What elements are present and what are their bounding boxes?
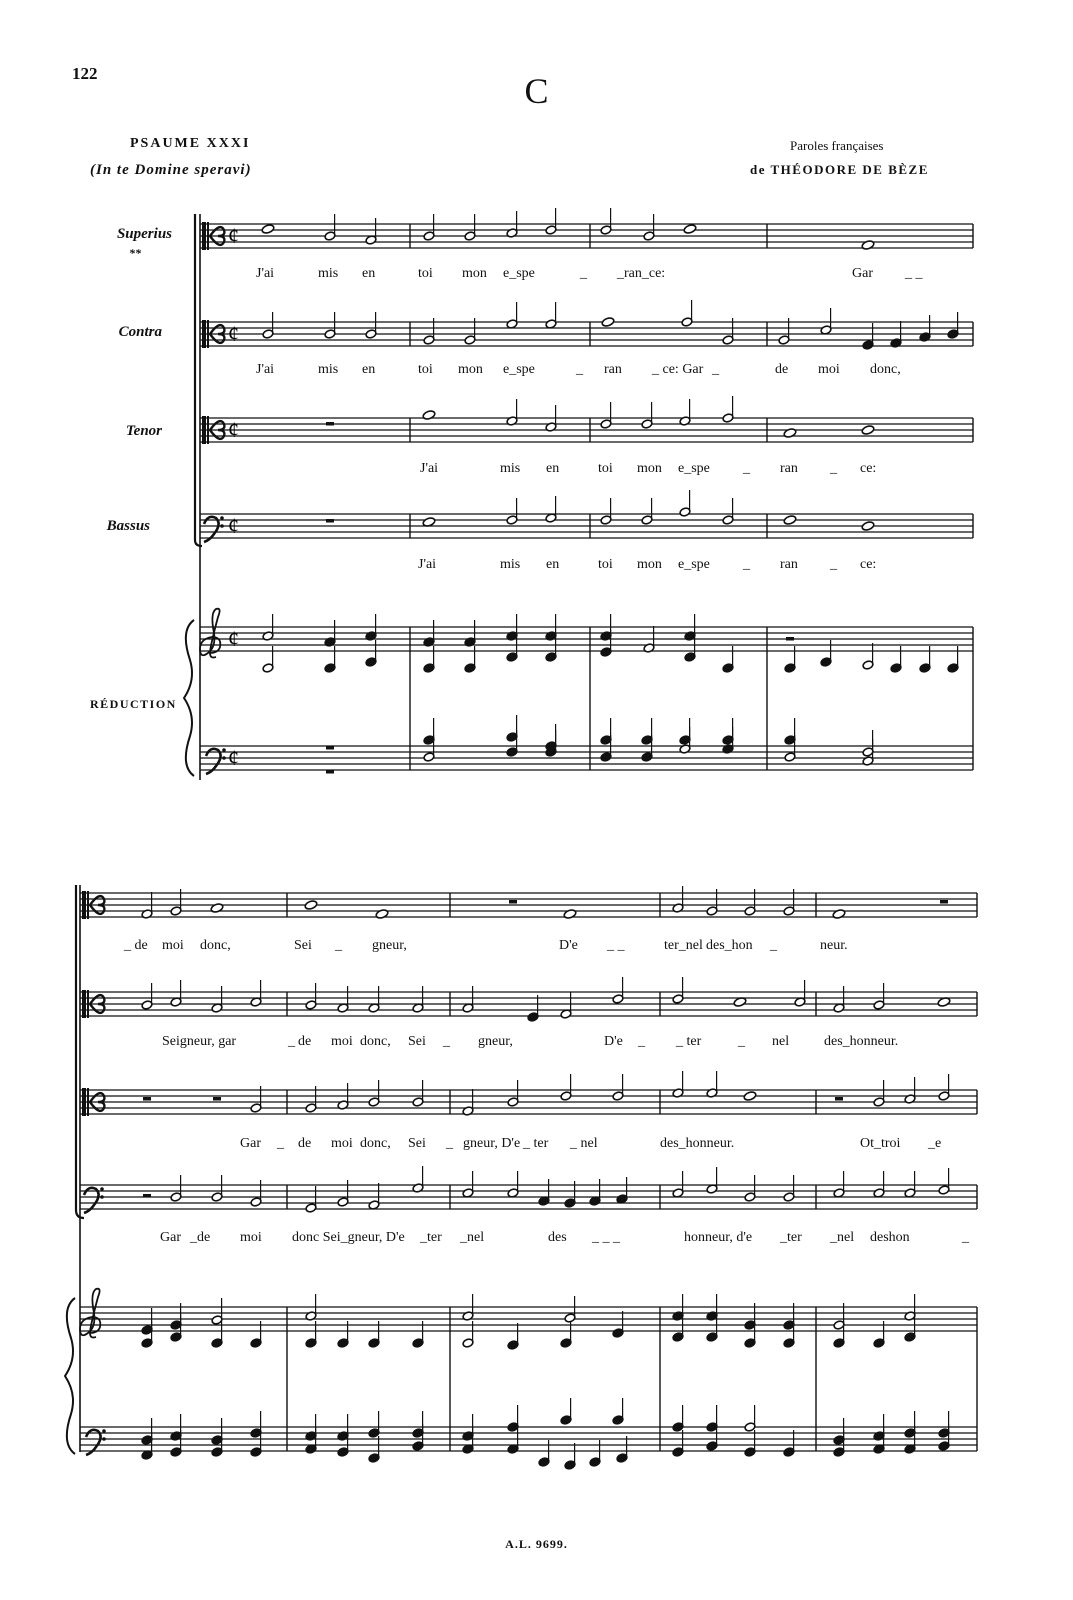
lyric-syllable: moi bbox=[818, 362, 840, 377]
lyric-syllable: en bbox=[546, 557, 560, 572]
lyric-syllable: toi bbox=[598, 557, 613, 572]
lyric-syllable: Ot_troi bbox=[860, 1136, 901, 1151]
rest bbox=[326, 519, 334, 523]
note-head bbox=[783, 428, 797, 439]
lyric-syllable: moi bbox=[331, 1034, 353, 1049]
lyric-syllable: e_spe bbox=[503, 266, 535, 281]
time-signature: ¢ bbox=[228, 223, 239, 248]
lyric-syllable: _ter bbox=[780, 1230, 802, 1245]
lyric-syllable: _ bbox=[335, 938, 342, 953]
lyric-syllable: _ _ bbox=[607, 938, 625, 953]
note-head bbox=[210, 903, 224, 914]
f-clef bbox=[102, 1429, 106, 1433]
lyric-syllable: _ bbox=[712, 362, 719, 377]
lyric-syllable: donc, bbox=[200, 938, 231, 953]
c-clef bbox=[87, 1088, 89, 1116]
c-clef bbox=[207, 416, 209, 444]
rest bbox=[835, 1097, 843, 1101]
rest bbox=[326, 422, 334, 426]
voice-label-tenor: Tenor bbox=[125, 423, 162, 439]
lyric-syllable: _ bbox=[446, 1136, 453, 1151]
lyric-syllable: toi bbox=[418, 266, 433, 281]
f-clef bbox=[102, 1437, 106, 1441]
voice-label-contra: Contra bbox=[118, 324, 162, 340]
psalm-subtitle: (In te Domine speravi) bbox=[90, 162, 252, 178]
lyric-syllable: mon bbox=[637, 461, 662, 476]
lyric-syllable: _ bbox=[580, 266, 587, 281]
lyric-syllable: _ bbox=[830, 461, 837, 476]
lyric-syllable: des_hon bbox=[706, 938, 753, 953]
c-clef bbox=[207, 222, 209, 250]
lyric-syllable: _ bbox=[277, 1136, 284, 1151]
lyric-syllable: _ nel bbox=[570, 1136, 598, 1151]
lyric-syllable: gneur, bbox=[478, 1034, 513, 1049]
f-clef bbox=[222, 756, 226, 760]
lyric-syllable: _ bbox=[770, 938, 777, 953]
lyric-syllable: _ ce: Gar bbox=[652, 362, 704, 377]
note-head bbox=[261, 224, 275, 235]
lyric-syllable: donc, bbox=[360, 1034, 391, 1049]
lyric-syllable: mis bbox=[500, 557, 521, 572]
voice-mark-superius: ** bbox=[129, 246, 141, 260]
lyric-syllable: ran bbox=[604, 362, 622, 377]
lyric-syllable: J'ai bbox=[418, 557, 437, 572]
lyric-syllable: en bbox=[362, 362, 376, 377]
note-head bbox=[832, 909, 846, 920]
lyric-syllable: Sei bbox=[294, 938, 312, 953]
lyric-syllable: _ bbox=[443, 1034, 450, 1049]
time-signature: ¢ bbox=[228, 513, 239, 538]
lyric-syllable: mis bbox=[500, 461, 521, 476]
lyric-syllable: ce: bbox=[860, 461, 877, 476]
rest bbox=[143, 1097, 151, 1101]
lyric-syllable: gneur, bbox=[372, 938, 407, 953]
lyric-syllable: _ _ bbox=[905, 266, 923, 281]
note-head bbox=[861, 240, 875, 251]
lyric-syllable: e_spe bbox=[678, 557, 710, 572]
lyric-syllable: _ bbox=[288, 1034, 295, 1049]
f-clef bbox=[222, 748, 226, 752]
rest bbox=[940, 900, 948, 904]
lyric-syllable: ran bbox=[780, 461, 798, 476]
lyric-syllable: _ ter bbox=[676, 1034, 702, 1049]
lyric-syllable: moi bbox=[331, 1136, 353, 1151]
note-head bbox=[861, 521, 875, 532]
plate-number: A.L. 9699. bbox=[505, 1537, 568, 1551]
lyric-syllable: mon bbox=[462, 266, 487, 281]
lyric-syllable: ter_nel bbox=[664, 938, 703, 953]
lyric-syllable: J'ai bbox=[256, 266, 275, 281]
c-clef bbox=[82, 1088, 86, 1116]
lyric-syllable: _nel bbox=[830, 1230, 855, 1245]
lyric-syllable: Gar bbox=[852, 266, 873, 281]
lyric-syllable: nel bbox=[772, 1034, 790, 1049]
c-clef bbox=[82, 990, 86, 1018]
lyric-syllable: en bbox=[362, 266, 376, 281]
lyric-syllable: des_honneur. bbox=[660, 1136, 735, 1151]
page-number: 122 bbox=[72, 64, 98, 83]
f-clef bbox=[100, 1195, 104, 1199]
c-clef bbox=[202, 416, 206, 444]
time-signature: ¢ bbox=[228, 626, 239, 651]
lyric-syllable: moi bbox=[162, 938, 184, 953]
lyric-syllable: _e bbox=[928, 1136, 942, 1151]
note-head bbox=[783, 515, 797, 526]
time-signature: ¢ bbox=[228, 745, 239, 770]
time-signature: ¢ bbox=[228, 417, 239, 442]
lyric-syllable: Gar bbox=[240, 1136, 261, 1151]
lyric-syllable: toi bbox=[598, 461, 613, 476]
lyric-syllable: ce: bbox=[860, 557, 877, 572]
attribution-line1: Paroles françaises bbox=[790, 138, 884, 153]
lyric-syllable: mon bbox=[458, 362, 483, 377]
lyric-syllable: de bbox=[775, 362, 789, 377]
lyric-syllable: mon bbox=[637, 557, 662, 572]
rest bbox=[326, 770, 334, 774]
rest bbox=[326, 746, 334, 750]
lyric-syllable: mis bbox=[318, 266, 339, 281]
lyric-syllable: mis bbox=[318, 362, 339, 377]
lyric-syllable: Sei bbox=[408, 1034, 426, 1049]
lyric-syllable: _ de bbox=[124, 938, 148, 953]
note-head bbox=[422, 410, 436, 421]
c-clef bbox=[202, 222, 206, 250]
lyric-syllable: _de bbox=[190, 1230, 211, 1245]
voice-label-superius: Superius bbox=[116, 226, 172, 242]
lyric-syllable: J'ai bbox=[256, 362, 275, 377]
reduction-brace bbox=[184, 620, 194, 776]
rest bbox=[143, 1194, 151, 1198]
reduction-brace bbox=[65, 1298, 75, 1454]
lyric-syllable: _ran_ce: bbox=[617, 266, 666, 281]
psalm-title: PSAUME XXXI bbox=[130, 136, 251, 151]
note-head bbox=[601, 317, 615, 328]
lyric-syllable: Seigneur, gar bbox=[162, 1034, 237, 1049]
lyric-syllable: donc, bbox=[870, 362, 901, 377]
note-head bbox=[375, 909, 389, 920]
lyric-syllable: ran bbox=[780, 557, 798, 572]
voice-label-reduction: RÉDUCTION bbox=[90, 697, 177, 711]
lyric-syllable: D'e bbox=[604, 1034, 623, 1049]
lyric-syllable: _nel bbox=[460, 1230, 485, 1245]
lyric-syllable: des_honneur. bbox=[824, 1034, 899, 1049]
lyric-syllable: _ bbox=[830, 557, 837, 572]
note-head bbox=[861, 425, 875, 436]
lyric-syllable: _ ter bbox=[523, 1136, 549, 1151]
lyric-syllable: _ bbox=[962, 1230, 969, 1245]
lyric-syllable: _ bbox=[738, 1034, 745, 1049]
lyric-syllable: donc, bbox=[360, 1136, 391, 1151]
lyric-syllable: toi bbox=[418, 362, 433, 377]
time-signature: ¢ bbox=[228, 321, 239, 346]
lyric-syllable: de bbox=[298, 1034, 312, 1049]
section-letter: C bbox=[524, 71, 549, 111]
lyric-syllable: moi bbox=[240, 1230, 262, 1245]
note-head bbox=[743, 1091, 757, 1102]
lyric-syllable: de bbox=[298, 1136, 312, 1151]
lyric-syllable: D'e bbox=[559, 938, 578, 953]
lyric-syllable: gneur, D'e bbox=[463, 1136, 521, 1151]
c-clef bbox=[87, 891, 89, 919]
rest bbox=[786, 637, 794, 641]
system-bracket bbox=[195, 214, 202, 546]
lyric-syllable: donc Sei_gneur, D'e bbox=[292, 1230, 405, 1245]
lyric-syllable: _ bbox=[743, 461, 750, 476]
lyric-syllable: _ _ _ bbox=[592, 1230, 620, 1245]
lyric-syllable: des bbox=[548, 1230, 567, 1245]
rest bbox=[213, 1097, 221, 1101]
lyric-syllable: neur. bbox=[820, 938, 848, 953]
lyric-syllable: _ bbox=[576, 362, 583, 377]
lyric-syllable: Sei bbox=[408, 1136, 426, 1151]
lyric-syllable: _ bbox=[743, 557, 750, 572]
f-clef bbox=[100, 1187, 104, 1191]
lyric-syllable: e_spe bbox=[503, 362, 535, 377]
lyric-syllable: _ter bbox=[420, 1230, 442, 1245]
attribution-line2: de THÉODORE DE BÈZE bbox=[750, 162, 929, 177]
lyric-syllable: J'ai bbox=[420, 461, 439, 476]
c-clef bbox=[207, 320, 209, 348]
lyric-syllable: en bbox=[546, 461, 560, 476]
c-clef bbox=[87, 990, 89, 1018]
lyric-syllable: e_spe bbox=[678, 461, 710, 476]
voice-label-bassus: Bassus bbox=[106, 518, 150, 534]
c-clef bbox=[82, 891, 86, 919]
c-clef bbox=[202, 320, 206, 348]
note-head bbox=[683, 224, 697, 235]
note-head bbox=[304, 900, 318, 911]
lyric-syllable: honneur, d'e bbox=[684, 1230, 753, 1245]
note-head bbox=[563, 909, 577, 920]
lyric-syllable: Gar bbox=[160, 1230, 181, 1245]
lyric-syllable: deshon bbox=[870, 1230, 910, 1245]
rest bbox=[509, 900, 517, 904]
lyric-syllable: _ bbox=[638, 1034, 645, 1049]
f-clef bbox=[220, 524, 224, 528]
f-clef bbox=[220, 516, 224, 520]
